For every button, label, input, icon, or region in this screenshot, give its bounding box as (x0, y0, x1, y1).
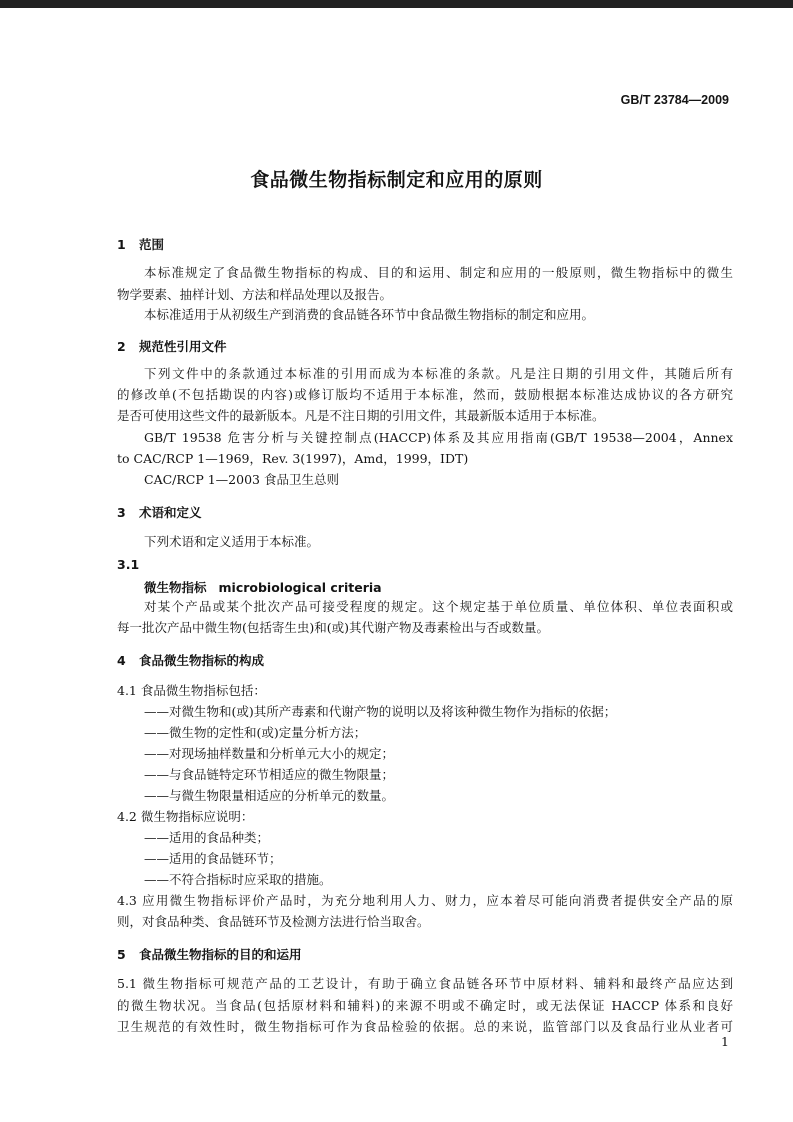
section-number: 4 (117, 653, 126, 668)
reference-line: to CAC/RCP 1—1969，Rev. 3(1997)，Amd，1999，IDT) (117, 451, 469, 466)
paragraph-line: 本标准适用于从初级生产到消费的食品链各环节中食品微生物指标的制定和应用。 (144, 307, 595, 322)
list-item: ——适用的食品链环节； (144, 851, 282, 866)
clause-line: 4.3 应用微生物指标评价产品时，为充分地利用人力、财力，应本着尽可能向消费者提供安全产品的原 (117, 893, 733, 908)
list-item: ——不符合指标时应采取的措施。 (144, 872, 332, 887)
paragraph-line: 每一批次产品中微生物(包括寄生虫)和(或)其代谢产物及毒素检出与否或数量。 (117, 620, 550, 635)
paragraph-line: 卫生规范的有效性时，微生物指标可作为食品检验的依据。总的来说，监管部门以及食品行业从业者可 (117, 1019, 733, 1034)
section-2-heading (117, 337, 227, 355)
page-number: 1 (721, 1034, 729, 1049)
paragraph-line: 是否可使用这些文件的最新版本。凡是不注日期的引用文件，其最新版本适用于本标准。 (117, 408, 605, 423)
clause-line: 5.1 微生物指标可规范产品的工艺设计，有助于确立食品链各环节中原材料、辅料和最终产品应达到 (117, 976, 733, 991)
paragraph-line: 的微生物状况。当食品(包括原材料和辅料)的来源不明或不确定时，或无法保证 HACCP 体系和良好 (117, 998, 733, 1013)
list-item: ——对现场抽样数量和分析单元大小的规定； (144, 746, 395, 761)
subsection-number: 3.1 (117, 557, 140, 572)
section-title: 术语和定义 (139, 505, 202, 520)
paragraph-line: 下列文件中的条款通过本标准的引用而成为本标准的条款。凡是注日期的引用文件，其随后所有 (144, 366, 733, 381)
section-3-heading (117, 503, 202, 521)
reference-line: GB/T 19538 危害分析与关键控制点(HACCP)体系及其应用指南(GB/T 19538—2004，Annex (144, 430, 733, 445)
section-title: 范围 (139, 237, 165, 252)
top-border-rule (0, 0, 793, 8)
section-number: 1 (117, 237, 126, 252)
list-item: ——适用的食品种类； (144, 830, 270, 845)
section-5-heading (117, 945, 302, 963)
reference-line: CAC/RCP 1—2003 食品卫生总则 (144, 472, 339, 487)
paragraph-line: 本标准规定了食品微生物指标的构成、目的和运用、制定和应用的一般原则，微生物指标中的微生 (144, 265, 733, 280)
paragraph-line: 物学要素、抽样计划、方法和样品处理以及报告。 (117, 287, 393, 302)
list-item: ——与微生物限量相适应的分析单元的数量。 (144, 788, 395, 803)
paragraph-line: 对某个产品或某个批次产品可接受程度的规定。这个规定基于单位质量、单位体积、单位表面积或 (144, 599, 733, 614)
document-title: 食品微生物指标制定和应用的原则 (250, 169, 543, 191)
section-number: 3 (117, 505, 126, 520)
clause-line: 4.1 食品微生物指标包括： (117, 683, 266, 698)
section-number: 5 (117, 947, 126, 962)
clause-line: 则，对食品种类、食品链环节及检测方法进行恰当取舍。 (117, 914, 430, 929)
section-title: 食品微生物指标的目的和运用 (139, 947, 302, 962)
section-number: 2 (117, 339, 126, 354)
section-title: 食品微生物指标的构成 (139, 653, 265, 668)
clause-line: 4.2 微生物指标应说明： (117, 809, 254, 824)
list-item: ——对微生物和(或)其所产毒素和代谢产物的说明以及将该种微生物作为指标的依据； (144, 704, 617, 719)
paragraph-line: 下列术语和定义适用于本标准。 (144, 534, 320, 549)
term-entry (144, 578, 382, 596)
term-chinese: 微生物指标 (144, 580, 207, 595)
term-english: microbiological criteria (218, 580, 382, 595)
section-title: 规范性引用文件 (139, 339, 227, 354)
paragraph-line: 的修改单(不包括勘误的内容)或修订版均不适用于本标准，然而，鼓励根据本标准达成协议的各方研究 (117, 387, 733, 402)
section-1-heading (117, 235, 164, 253)
standard-code: GB/T 23784—2009 (620, 93, 729, 107)
section-4-heading (117, 651, 264, 669)
list-item: ——与食品链特定环节相适应的微生物限量； (144, 767, 395, 782)
list-item: ——微生物的定性和(或)定量分析方法； (144, 725, 367, 740)
